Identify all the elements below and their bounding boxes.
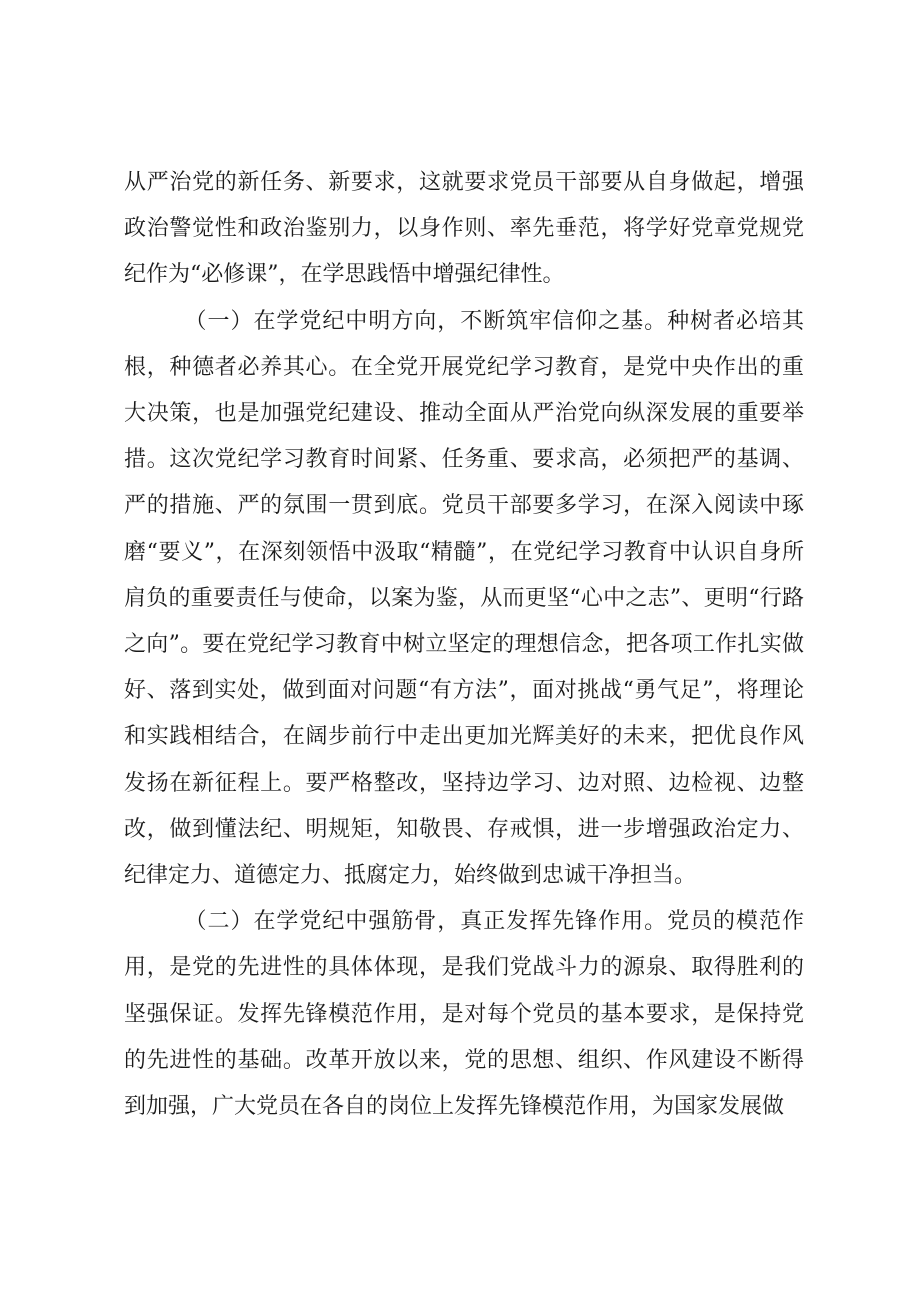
paragraph-section-one: （一）在学党纪中明方向，不断筑牢信仰之基。种树者必培其根，种德者必养其心。在全党开展党纪学习教育，是党中央作出的重大决策，也是加强党纪建设、推动全面从严治党向纵深发展的重要举措。这次党纪学习教育时间紧、任务重、要求高，必须把严的基调、严的措施、严的氛围一贯到底。党员干部要多学习，在深入阅读中琢磨“要义”，在深刻领悟中汲取“精髓”，在党纪学习教育中认识自身所肩负的重要责任与使命，以案为鉴，从而更坚“心中之志”、更明“行路之向”。要在党纪学习教育中树立坚定的理想信念，把各项工作扎实做好、落到实处，做到面对问题“有方法”，面对挑战“勇气足”，将理论和实践相结合，在阔步前行中走出更加光辉美好的未来，把优良作风发扬在新征程上。要严格整改，坚持边学习、边对照、边检视、边整改，做到懂法纪、明规矩，知敬畏、存戒惧，进一步增强政治定力、纪律定力、道德定力、抵腐定力，始终做到忠诚干净担当。 <box>124 308 804 889</box>
document-body <box>124 160 804 1130</box>
paragraph-continuation: 从严治党的新任务、新要求，这就要求党员干部要从自身做起，增强政治警觉性和政治鉴别力，以身作则、率先垂范，将学好党章党规党纪作为“必修课”，在学思践悟中增强纪律性。 <box>124 170 804 288</box>
paragraph-section-two: （二）在学党纪中强筋骨，真正发挥先锋作用。党员的模范作用，是党的先进性的具体体现，是我们党战斗力的源泉、取得胜利的坚强保证。发挥先锋模范作用，是对每个党员的基本要求，是保持党的先进性的基础。改革开放以来，党的思想、组织、作风建设不断得到加强，广大党员在各自的岗位上发挥先锋模范作用，为国家发展做 <box>124 909 804 1120</box>
